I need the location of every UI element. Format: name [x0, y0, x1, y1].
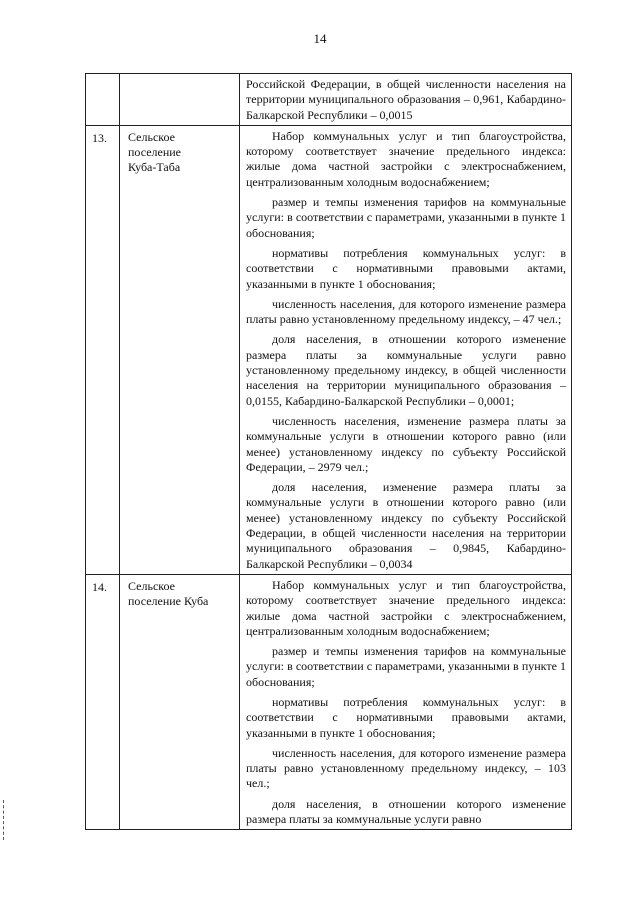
description-paragraph: доля населения, в отношении которого изменение размера платы за коммунальные услуги равно установленному предельному индексу, в общей численности населения на территории муниципального образования – 0,0155, Кабардино-Балкарской Республики – 0,0001;	[246, 332, 566, 408]
settlement-name: Сельское поселение Куба-Таба	[128, 129, 182, 175]
description-paragraph: численность населения, изменение размера платы за коммунальные услуги в отношении которого равно (или менее) установленному индексу по субъекту Российской Федерации, – 2979 чел.;	[246, 413, 566, 474]
description-paragraph: численность населения, для которого изменение размера платы равно установленному предельному индексу, – 103 чел.;	[246, 745, 566, 791]
description-paragraph: размер и темпы изменения тарифов на коммунальные услуги: в соответствии с параметрами, указанными в пункте 1 обоснования;	[246, 644, 566, 689]
row-description	[240, 575, 571, 829]
row-number: 13.	[92, 130, 107, 145]
row-number: 14.	[92, 579, 107, 594]
description-paragraph: численность населения, для которого изменение размера платы равно установленному предельному индексу, – 47 чел.;	[246, 296, 566, 327]
description-paragraph: нормативы потребления коммунальных услуг: в соответствии с нормативными правовыми актами, указанными в пункте 1 обоснования;	[246, 694, 566, 740]
settlement-name	[120, 74, 239, 78]
scan-margin-mark	[3, 800, 6, 840]
page-number: 14	[313, 31, 327, 46]
table-row	[86, 574, 572, 829]
settlement-name: Сельское поселение Куба	[128, 578, 209, 609]
description-paragraph: Набор коммунальных услуг и тип благоустройства, которому соответствует значение предельного индекса: жилые дома частной застройки с электроснабжением, централизованным холодным водоснабжением;	[246, 577, 566, 638]
table-row	[86, 74, 572, 126]
row-description	[240, 126, 571, 574]
table-row	[86, 125, 572, 574]
description-paragraph: Набор коммунальных услуг и тип благоустройства, которому соответствует значение предельного индекса: жилые дома частной застройки с электроснабжением, централизованным холодным водоснабжением;	[246, 128, 566, 189]
description-paragraph: размер и темпы изменения тарифов на коммунальные услуги: в соответствии с параметрами, указанными в пункте 1 обоснования;	[246, 195, 566, 240]
description-paragraph: нормативы потребления коммунальных услуг: в соответствии с нормативными правовыми актами, указанными в пункте 1 обоснования;	[246, 245, 566, 291]
description-paragraph: доля населения, в отношении которого изменение размера платы за коммунальные услуги равно	[246, 796, 566, 827]
description-paragraph: доля населения, изменение размера платы за коммунальные услуги в отношении которого равно (или менее) установленному индексу по субъекту Российской Федерации, в общей численности населения на территории муниципального образования – 0,9845, Кабардино-Балкарской Республики – 0,0034	[246, 480, 566, 571]
municipal-table	[85, 73, 572, 830]
row-description	[240, 74, 571, 125]
description-paragraph: Российской Федерации, в общей численности населения на территории муниципального образования – 0,961, Кабардино-Балкарской Республики – 0,0015	[246, 77, 566, 122]
row-number	[86, 74, 119, 79]
